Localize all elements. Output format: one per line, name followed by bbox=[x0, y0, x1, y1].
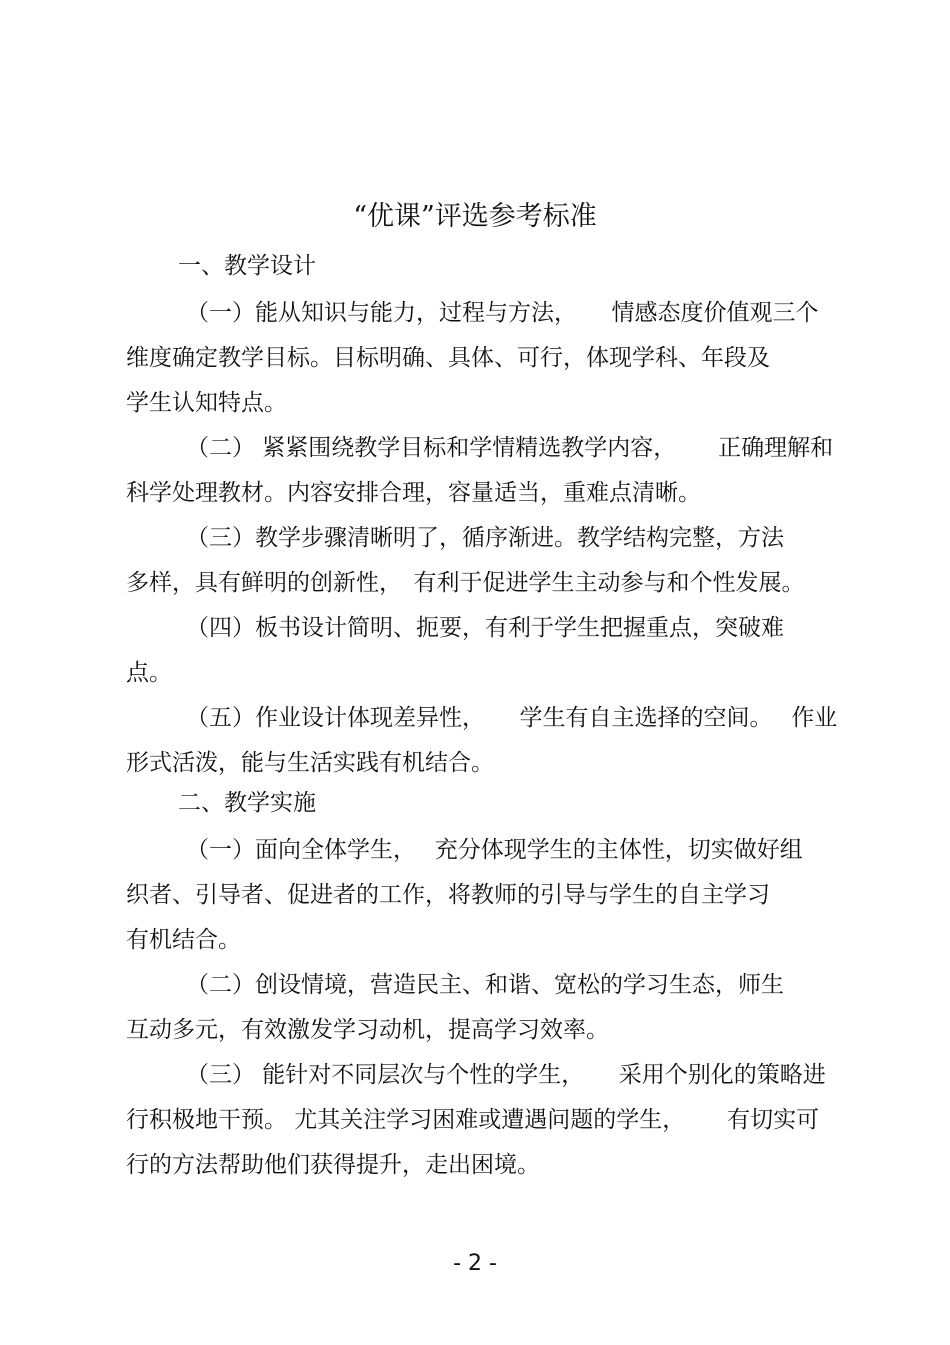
paragraph-line: 互动多元，有效激发学习动机，提高学习效率。 bbox=[126, 1017, 609, 1043]
paragraph-line: （一）面向全体学生， 充分体现学生的主体性，切实做好组 bbox=[186, 837, 803, 863]
paragraph-line: 行积极地干预。 尤其关注学习困难或遭遇问题的学生， 有切实可 bbox=[126, 1107, 820, 1133]
paragraph-line: （三）教学步骤清晰明了，循序渐进。教学结构完整，方法 bbox=[186, 525, 784, 551]
section-heading-design: 一、教学设计 bbox=[178, 253, 316, 279]
paragraph-line: （二） 紧紧围绕教学目标和学情精选教学内容， 正确理解和 bbox=[186, 435, 834, 461]
paragraph-line: 有机结合。 bbox=[126, 927, 241, 953]
page-number: - 2 - bbox=[453, 1251, 497, 1276]
paragraph-line: 织者、引导者、促进者的工作，将教师的引导与学生的自主学习 bbox=[126, 882, 770, 908]
paragraph-line: （四）板书设计简明、扼要，有利于学生把握重点，突破难 bbox=[186, 615, 784, 641]
paragraph-line: 点。 bbox=[126, 660, 172, 686]
paragraph-line: 科学处理教材。内容安排合理，容量适当，重难点清晰。 bbox=[126, 480, 701, 506]
paragraph-line: （五）作业设计体现差异性， 学生有自主选择的空间。 作业 bbox=[186, 705, 838, 731]
paragraph-line: 行的方法帮助他们获得提升，走出困境。 bbox=[126, 1152, 540, 1178]
paragraph-line: 形式活泼，能与生活实践有机结合。 bbox=[126, 750, 494, 776]
section-heading-implementation: 二、教学实施 bbox=[178, 790, 316, 816]
document-title: “优课”评选参考标准 bbox=[353, 201, 597, 232]
paragraph-line: （三） 能针对不同层次与个性的学生， 采用个别化的策略进 bbox=[186, 1062, 826, 1088]
paragraph-line: 多样，具有鲜明的创新性， 有利于促进学生主动参与和个性发展。 bbox=[126, 570, 805, 596]
paragraph-line: （二）创设情境，营造民主、和谐、宽松的学习生态，师生 bbox=[186, 972, 784, 998]
paragraph-line: 学生认知特点。 bbox=[126, 390, 287, 416]
paragraph-line: （一）能从知识与能力，过程与方法， 情感态度价值观三个 bbox=[186, 300, 819, 326]
paragraph-line: 维度确定教学目标。目标明确、具体、可行，体现学科、年段及 bbox=[126, 345, 770, 371]
